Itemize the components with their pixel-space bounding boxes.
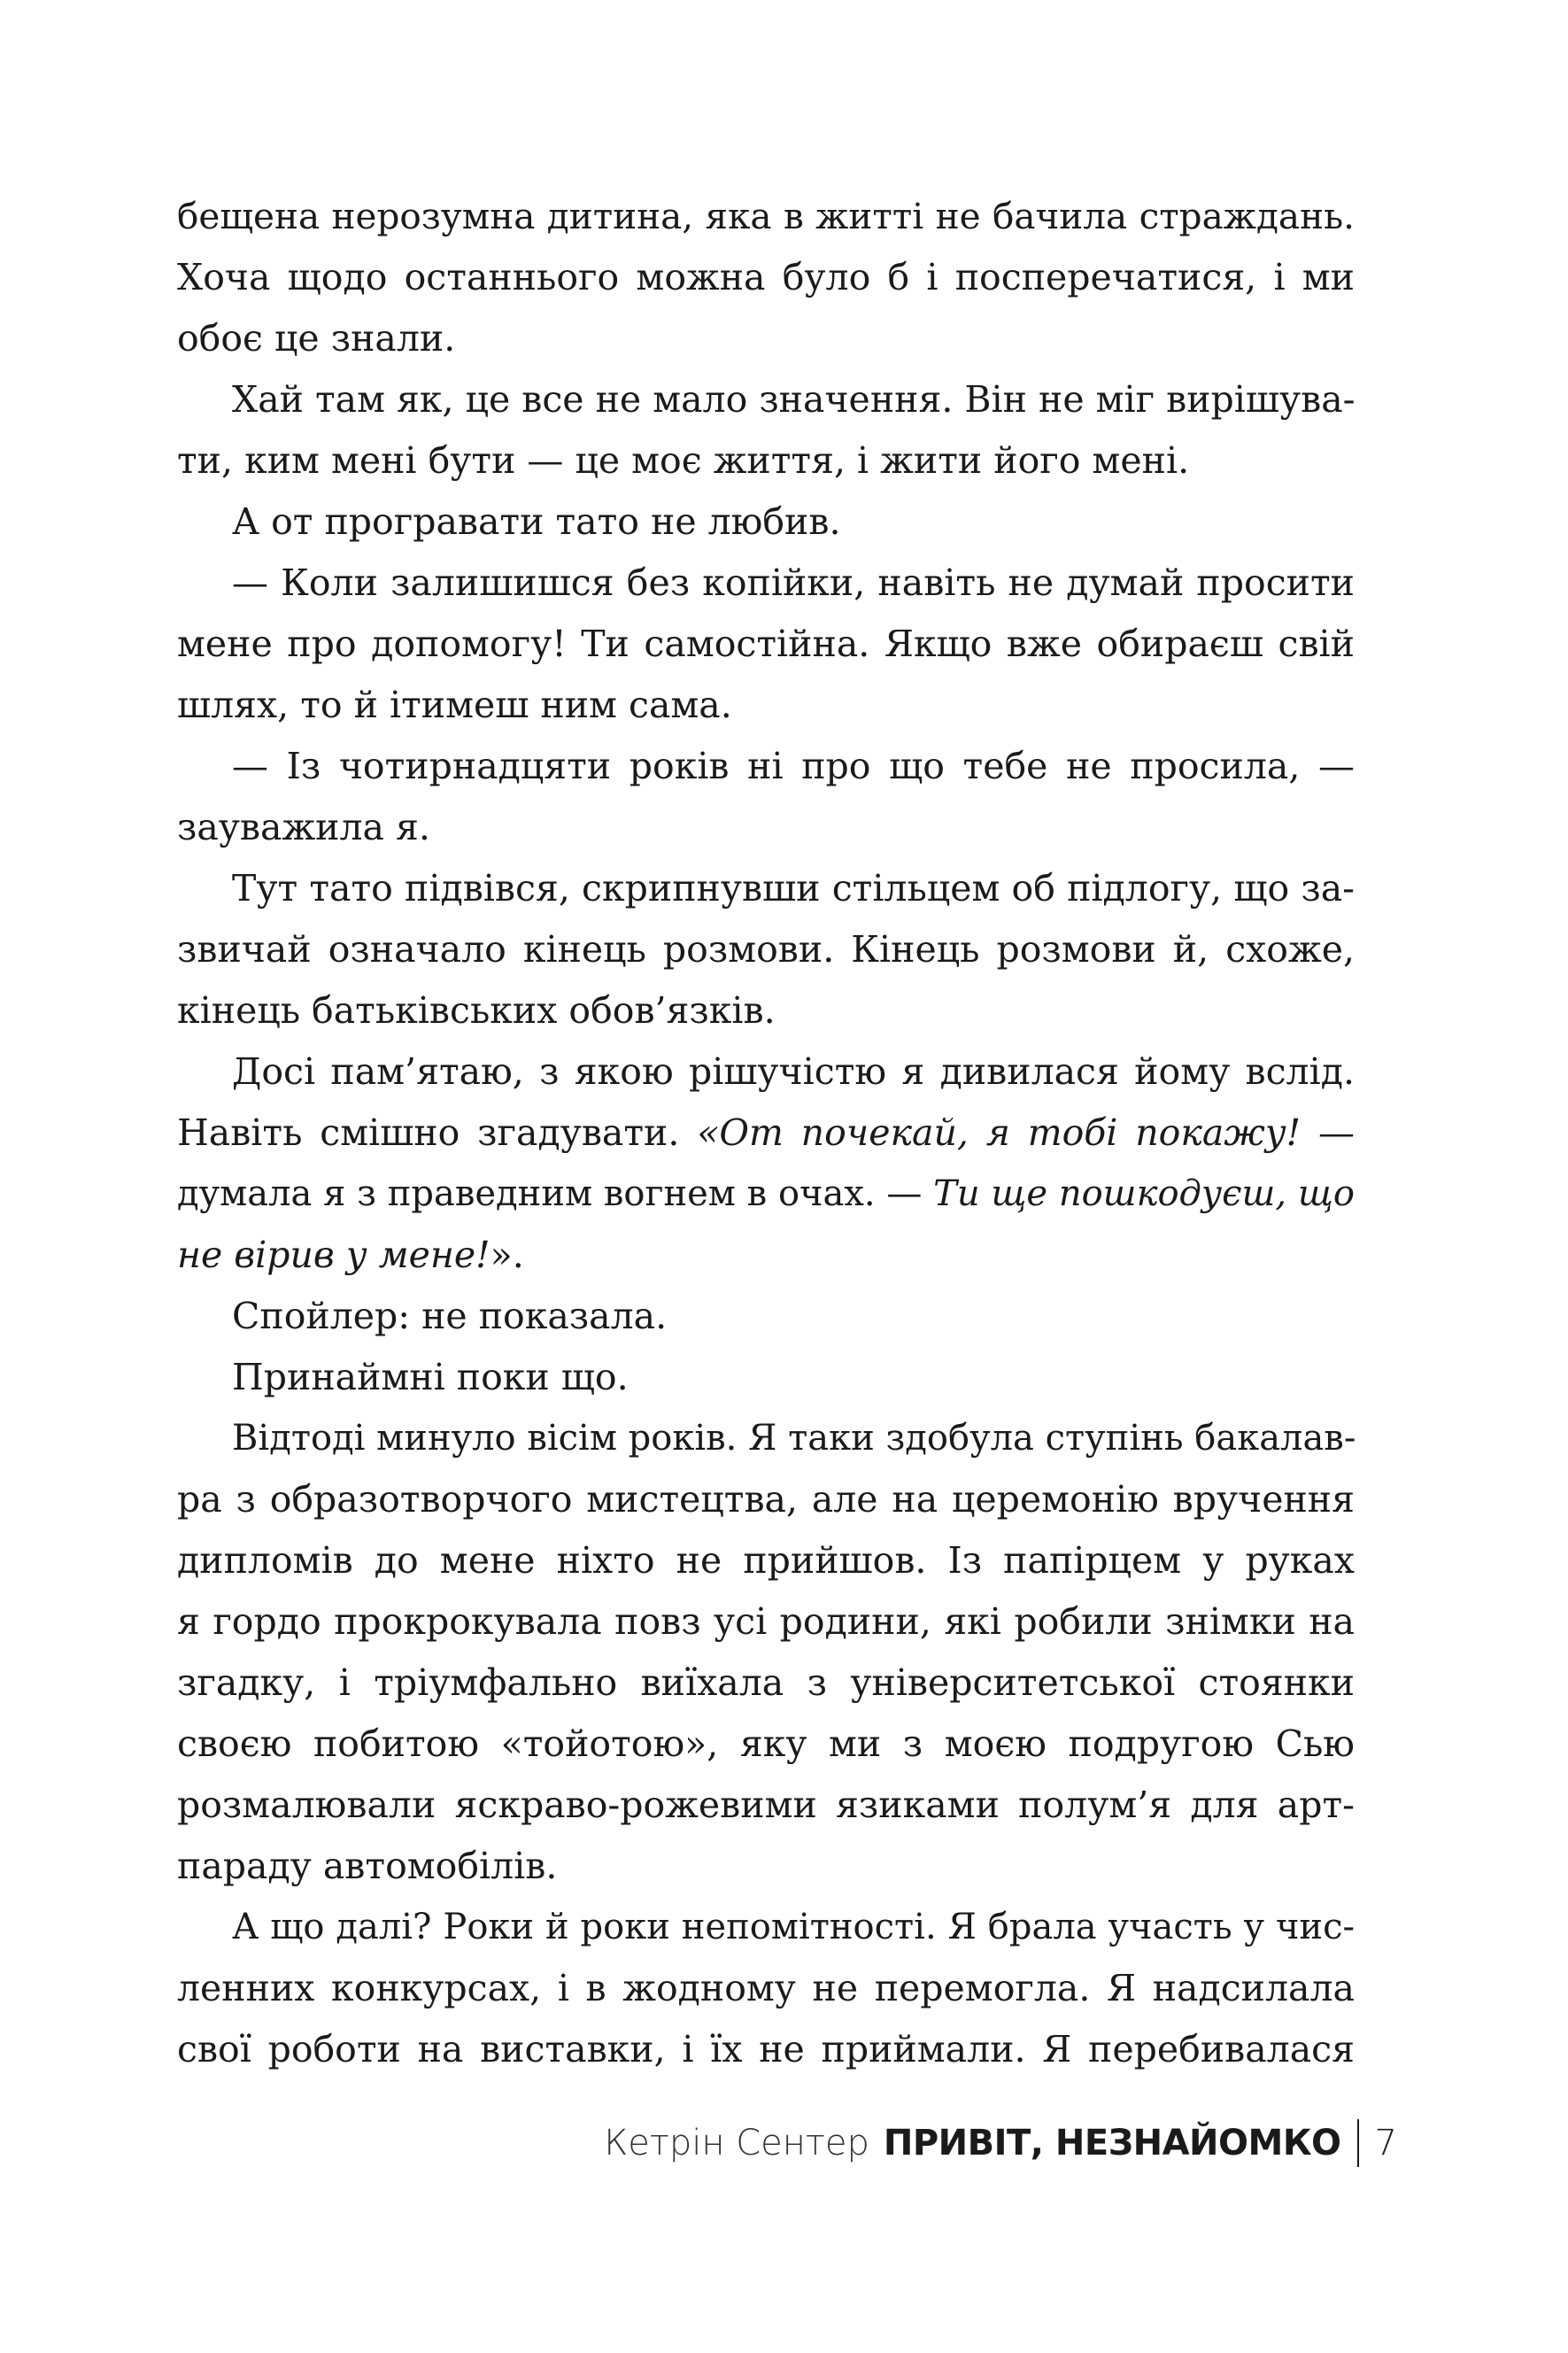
text-run: бещена нерозумна дитина, яка в житті не бачила страждань. (177, 195, 1355, 237)
text-line (177, 247, 1355, 308)
text-run: розмалювали яскраво-рожевими язиками полум’я для арт- (177, 1784, 1355, 1826)
footer-divider (1357, 2119, 1359, 2167)
text-run: своєю побитою «тойотою», яку ми з моєю подругою Сью (177, 1722, 1355, 1765)
text-line (177, 1286, 1355, 1347)
text-line (177, 1653, 1355, 1714)
text-line (177, 919, 1355, 980)
text-run: параду автомобілів. (177, 1845, 558, 1887)
text-line (177, 980, 1355, 1041)
text-line (177, 1225, 1355, 1286)
text-line (177, 797, 1355, 858)
text-line (177, 1408, 1355, 1469)
text-run: Навіть смішно згадувати. (177, 1111, 698, 1154)
text-run: обоє це знали. (177, 317, 456, 360)
text-run: ленних конкурсах, і в жодному не перемогла. Я надсилала (177, 1967, 1355, 2009)
text-line (177, 1469, 1355, 1530)
text-line (177, 553, 1355, 614)
text-line (177, 1041, 1355, 1103)
text-line (177, 1897, 1355, 1958)
italic-text: «От почекай, я тобі покажу! — (697, 1111, 1355, 1154)
text-run: ». (490, 1234, 524, 1276)
text-line (177, 308, 1355, 369)
text-line (177, 1164, 1355, 1225)
footer-author: Кетрін Сентер (604, 2123, 869, 2163)
text-line (177, 736, 1355, 797)
text-line (177, 186, 1355, 247)
text-line (177, 1103, 1355, 1164)
text-run: зауважила я. (177, 806, 430, 848)
text-line (177, 1714, 1355, 1775)
text-line (177, 1958, 1355, 2019)
text-run: Хоча щодо останнього можна було б і посперечатися, і ми (177, 256, 1355, 298)
text-run: звичай означало кінець розмови. Кінець розмови й, схоже, (177, 928, 1355, 971)
text-run: кінець батьківських обов’язків. (177, 989, 776, 1032)
text-run: Тут тато підвівся, скрипнувши стільцем об підлогу, що за- (232, 867, 1355, 909)
text-line (177, 2019, 1355, 2080)
text-line (177, 858, 1355, 919)
text-run: мене про допомогу! Ти самостійна. Якщо вже обираєш свій (177, 623, 1355, 665)
page-number: 7 (1374, 2123, 1397, 2163)
text-run: — Із чотирнадцяти років ні про що тебе не просила, — (232, 745, 1355, 787)
text-run: А що далі? Роки й роки непомітності. Я брала участь у чис- (232, 1907, 1355, 1947)
text-run: я гордо прокрокувала повз усі родини, які робили знімки на (177, 1600, 1355, 1643)
text-run: дипломів до мене ніхто не прийшов. Із папірцем у руках (177, 1539, 1355, 1582)
text-line (177, 369, 1355, 430)
footer-book-title: ПРИВІТ, НЕЗНАЙОМКО (883, 2123, 1341, 2163)
italic-text: Ти ще пошкодуєш, що (933, 1173, 1355, 1214)
text-line (177, 1591, 1355, 1653)
text-run: ра з образотворчого мистецтва, але на церемонію вручення (177, 1478, 1355, 1521)
text-line (177, 1347, 1355, 1408)
text-run: — Коли залишишся без копійки, навіть не думай просити (232, 561, 1355, 604)
text-line (177, 430, 1355, 491)
running-footer (604, 2117, 1397, 2170)
text-run: А от програвати тато не любив. (232, 500, 841, 543)
text-run: Відтоді минуло вісім років. Я таки здобула ступінь бакалав- (232, 1418, 1356, 1459)
text-run: ти, ким мені бути — це моє життя, і жити його мені. (177, 439, 1190, 482)
text-run: згадку, і тріумфально виїхала з університетської стоянки (177, 1661, 1355, 1704)
text-line (177, 491, 1355, 553)
text-run: шлях, то й ітимеш ним сама. (177, 684, 732, 726)
text-line (177, 1530, 1355, 1591)
italic-text: не вірив у мене! (177, 1234, 490, 1276)
text-run: свої роботи на виставки, і їх не приймали. Я перебивалася (177, 2028, 1355, 2070)
text-run: думала я з праведним вогнем в очах. — (177, 1173, 934, 1214)
page-body (177, 186, 1355, 2080)
text-run: Спойлер: не показала. (232, 1295, 668, 1337)
text-run: Хай там як, це все не мало значення. Він не міг вирішува- (232, 378, 1356, 421)
text-run: Принаймні поки що. (232, 1356, 629, 1398)
text-line (177, 1775, 1355, 1836)
text-line (177, 675, 1355, 736)
text-line (177, 614, 1355, 675)
text-run: Досі пам’ятаю, з якою рішучістю я дивилася йому вслід. (232, 1050, 1355, 1093)
text-line (177, 1836, 1355, 1897)
